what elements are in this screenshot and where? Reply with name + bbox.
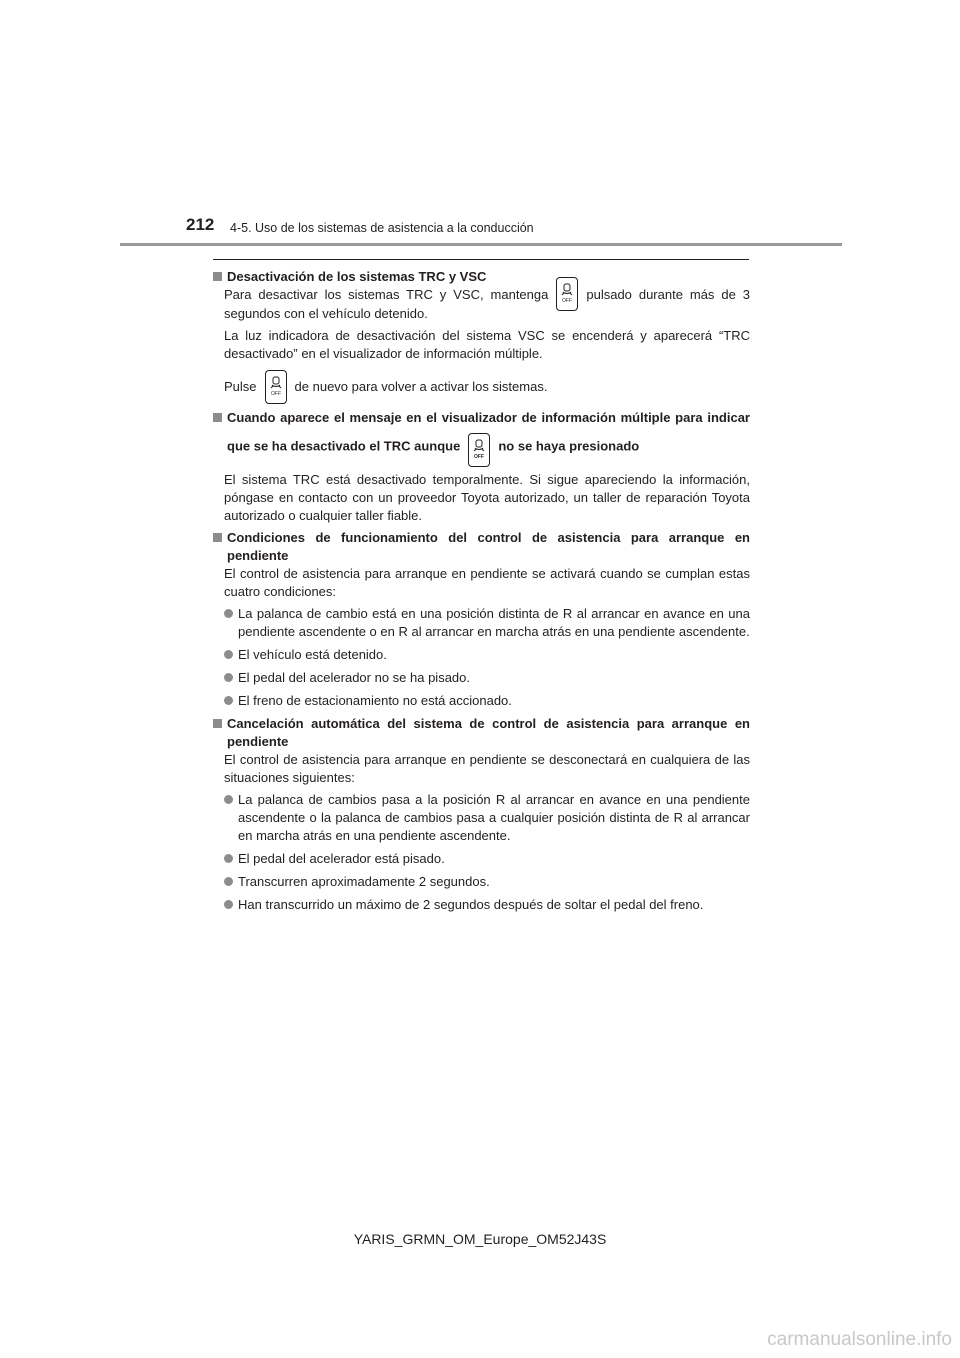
- list-item: Han transcurrido un máximo de 2 segundos después de soltar el pedal del freno.: [224, 896, 750, 914]
- square-bullet-icon: [213, 533, 222, 542]
- section-title: Cuando aparece el mensaje en el visualizador de información múltiple para indicar que se ha desactivado el TRC aunque OFF no se haya presionado: [210, 409, 750, 467]
- svg-text:OFF: OFF: [562, 297, 573, 304]
- section-title: Desactivación de los sistemas TRC y VSC: [210, 268, 750, 286]
- list-item: La palanca de cambio está en una posición distinta de R al arrancar en avance en una pendiente ascendente o en R al arrancar en marcha atrás en una pendiente ascendente.: [224, 605, 750, 641]
- page-number: 212: [186, 215, 215, 234]
- header-rule: [120, 243, 842, 246]
- section-hill-start-cancel: [210, 715, 750, 914]
- watermark: carmanualsonline.info: [767, 1329, 952, 1350]
- list-item: Transcurren aproximadamente 2 segundos.: [224, 873, 750, 891]
- list-item: El pedal del acelerador no se ha pisado.: [224, 669, 750, 687]
- section-trc-vsc-off: [210, 268, 750, 405]
- section-trc-message: [210, 409, 750, 525]
- circle-bullet-icon: [224, 854, 233, 863]
- list-item: El pedal del acelerador está pisado.: [224, 850, 750, 868]
- section-title: Cancelación automática del sistema de control de asistencia para arranque en pendiente: [210, 715, 750, 751]
- main-content: [210, 268, 750, 919]
- section-hill-start-conditions: [210, 529, 750, 710]
- circle-bullet-icon: [224, 673, 233, 682]
- vsc-off-button-icon: [265, 370, 287, 404]
- list-item: El freno de estacionamiento no está accionado.: [224, 692, 750, 710]
- square-bullet-icon: [213, 272, 222, 281]
- paragraph: Para desactivar los sistemas TRC y VSC, mantenga OFF pulsado durante más de 3 segundos con el vehículo detenido.: [224, 286, 750, 323]
- square-bullet-icon: [213, 413, 222, 422]
- chapter-title: 4-5. Uso de los sistemas de asistencia a la conducción: [230, 221, 534, 235]
- circle-bullet-icon: [224, 795, 233, 804]
- paragraph: El control de asistencia para arranque en pendiente se activará cuando se cumplan estas cuatro condiciones:: [224, 565, 750, 599]
- document-code: YARIS_GRMN_OM_Europe_OM52J43S: [353, 1231, 607, 1247]
- section-rule: [213, 259, 749, 260]
- svg-text:OFF: OFF: [270, 391, 281, 398]
- svg-text:OFF: OFF: [474, 453, 485, 460]
- circle-bullet-icon: [224, 877, 233, 886]
- circle-bullet-icon: [224, 609, 233, 618]
- vsc-off-button-icon: [468, 433, 490, 467]
- paragraph: El control de asistencia para arranque en pendiente se desconectará en cualquiera de las situaciones siguientes:: [224, 751, 750, 785]
- paragraph: La luz indicadora de desactivación del sistema VSC se encenderá y aparecerá “TRC desactivado” en el visualizador de información múltiple.: [224, 327, 750, 361]
- list-item: El vehículo está detenido.: [224, 646, 750, 664]
- circle-bullet-icon: [224, 900, 233, 909]
- vsc-off-button-icon: [556, 277, 578, 311]
- circle-bullet-icon: [224, 650, 233, 659]
- paragraph: Pulse OFF de nuevo para volver a activar los sistemas.: [224, 369, 750, 405]
- circle-bullet-icon: [224, 696, 233, 705]
- paragraph: El sistema TRC está desactivado temporalmente. Si sigue apareciendo la información, póngase en contacto con un proveedor Toyota autorizado, un taller de reparación Toyota autorizado o cualquier taller fiable.: [224, 471, 750, 523]
- square-bullet-icon: [213, 719, 222, 728]
- section-title: Condiciones de funcionamiento del control de asistencia para arranque en pendiente: [210, 529, 750, 565]
- list-item: La palanca de cambios pasa a la posición R al arrancar en avance en una pendiente ascendente o la palanca de cambios pasa a cualquier posición distinta de R al arrancar en marcha atrás en una pendiente ascendente.: [224, 791, 750, 845]
